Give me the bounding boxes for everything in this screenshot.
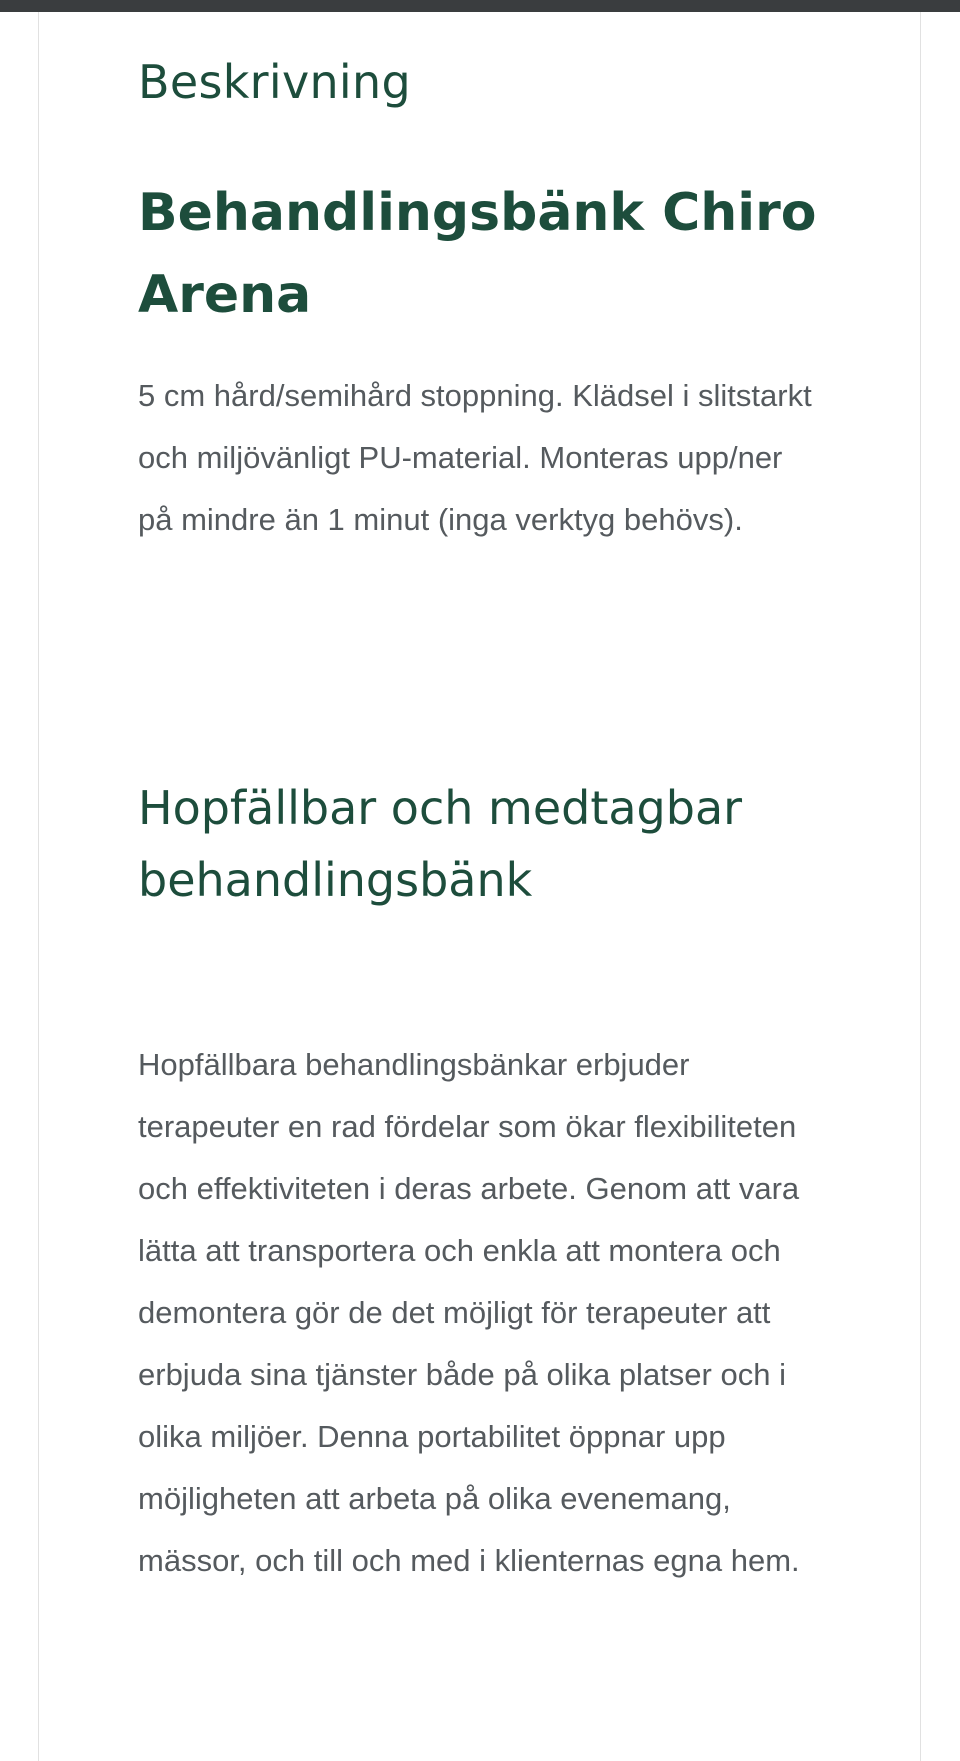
browser-top-bar	[0, 0, 960, 12]
section-title: Hopfällbar och medtagbar behandlingsbänk	[138, 781, 743, 907]
product-title: Behandlingsbänk Chiro Arena	[138, 183, 817, 325]
section-body-text: Hopfällbara behandlingsbänkar erbjuder terapeuter en rad fördelar som ökar flexibiliteten och effektiviteten i deras arbete. Genom att vara lätta att transportera och enkla att montera och demontera gör de det möjligt för terapeuter att erbjuda sina tjänster både på olika platser och i olika miljöer. Denna portabilitet öppnar upp möjligheten att arbeta på olika evenemang, mässor, och till och med i klienternas egna hem.	[138, 1047, 800, 1578]
description-tab-heading: Beskrivning	[138, 55, 411, 109]
product-description-text: 5 cm hård/semihård stoppning. Klädsel i slitstarkt och miljövänligt PU-material. Monteras upp/ner på mindre än 1 minut (inga verktyg behövs).	[138, 378, 812, 537]
